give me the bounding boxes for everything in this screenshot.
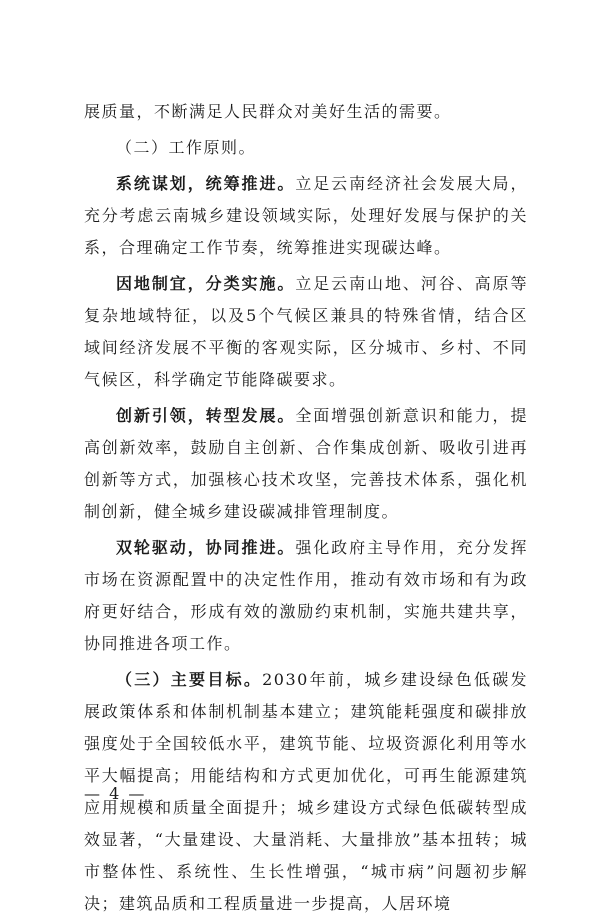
goals-lead: （三）主要目标。 — [116, 670, 263, 689]
principle-lead: 系统谋划，统筹推进。 — [116, 174, 296, 193]
section-heading-principles — [84, 132, 528, 164]
page-number: — 4 — — [84, 784, 147, 803]
paragraph-text: 展质量，不断满足人民群众对美好生活的需要。 — [84, 102, 452, 121]
paragraph-text: 立足云南山地、河谷、高原等复杂地域特征，以及5个气候区兼具的特殊省情，结合区域间经济发展不平衡的客观实际，区分城市、乡村、不同气候区，科学确定节能降碳要求。 — [84, 274, 528, 389]
principle-paragraph — [84, 268, 528, 396]
principle-paragraph — [84, 400, 528, 528]
goals-paragraph — [84, 664, 528, 920]
paragraph-text: 强化政府主导作用，充分发挥市场在资源配置中的决定性作用，推动有效市场和有为政府更好结合，形成有效的激励约束机制，实施共建共享，协同推进各项工作。 — [84, 538, 528, 653]
paragraph-text: （二）工作原则。 — [116, 138, 257, 157]
paragraph-text: 2030年前，城乡建设绿色低碳发展政策体系和体制机制基本建立；建筑能耗强度和碳排放强度处于全国较低水平，建筑节能、垃圾资源化利用等水平大幅提高；用能结构和方式更加优化，可再生能源建筑应用规模和质量全面提升；城乡建设方式绿色低碳转型成效显著，“大量建设、大量消耗、大量排放”基本扭转；城市整体性、系统性、生长性增强，“城市病”问题初步解决；建筑品质和工程质量进一步提高，人居环境 — [84, 670, 528, 913]
principle-paragraph — [84, 168, 528, 264]
principle-lead: 创新引领，转型发展。 — [116, 406, 296, 425]
body-text — [84, 96, 528, 920]
principle-lead: 双轮驱动，协同推进。 — [116, 538, 296, 557]
principle-lead: 因地制宜，分类实施。 — [116, 274, 296, 293]
paragraph-text: 全面增强创新意识和能力，提高创新效率，鼓励自主创新、合作集成创新、吸收引进再创新等方式，加强核心技术攻坚，完善技术体系，强化机制创新，健全城乡建设碳减排管理制度。 — [84, 406, 528, 521]
paragraph-text: 立足云南经济社会发展大局，充分考虑云南城乡建设领域实际，处理好发展与保护的关系，合理确定工作节奏，统筹推进实现碳达峰。 — [84, 174, 528, 257]
principle-paragraph — [84, 532, 528, 660]
paragraph-continuation — [84, 96, 528, 128]
